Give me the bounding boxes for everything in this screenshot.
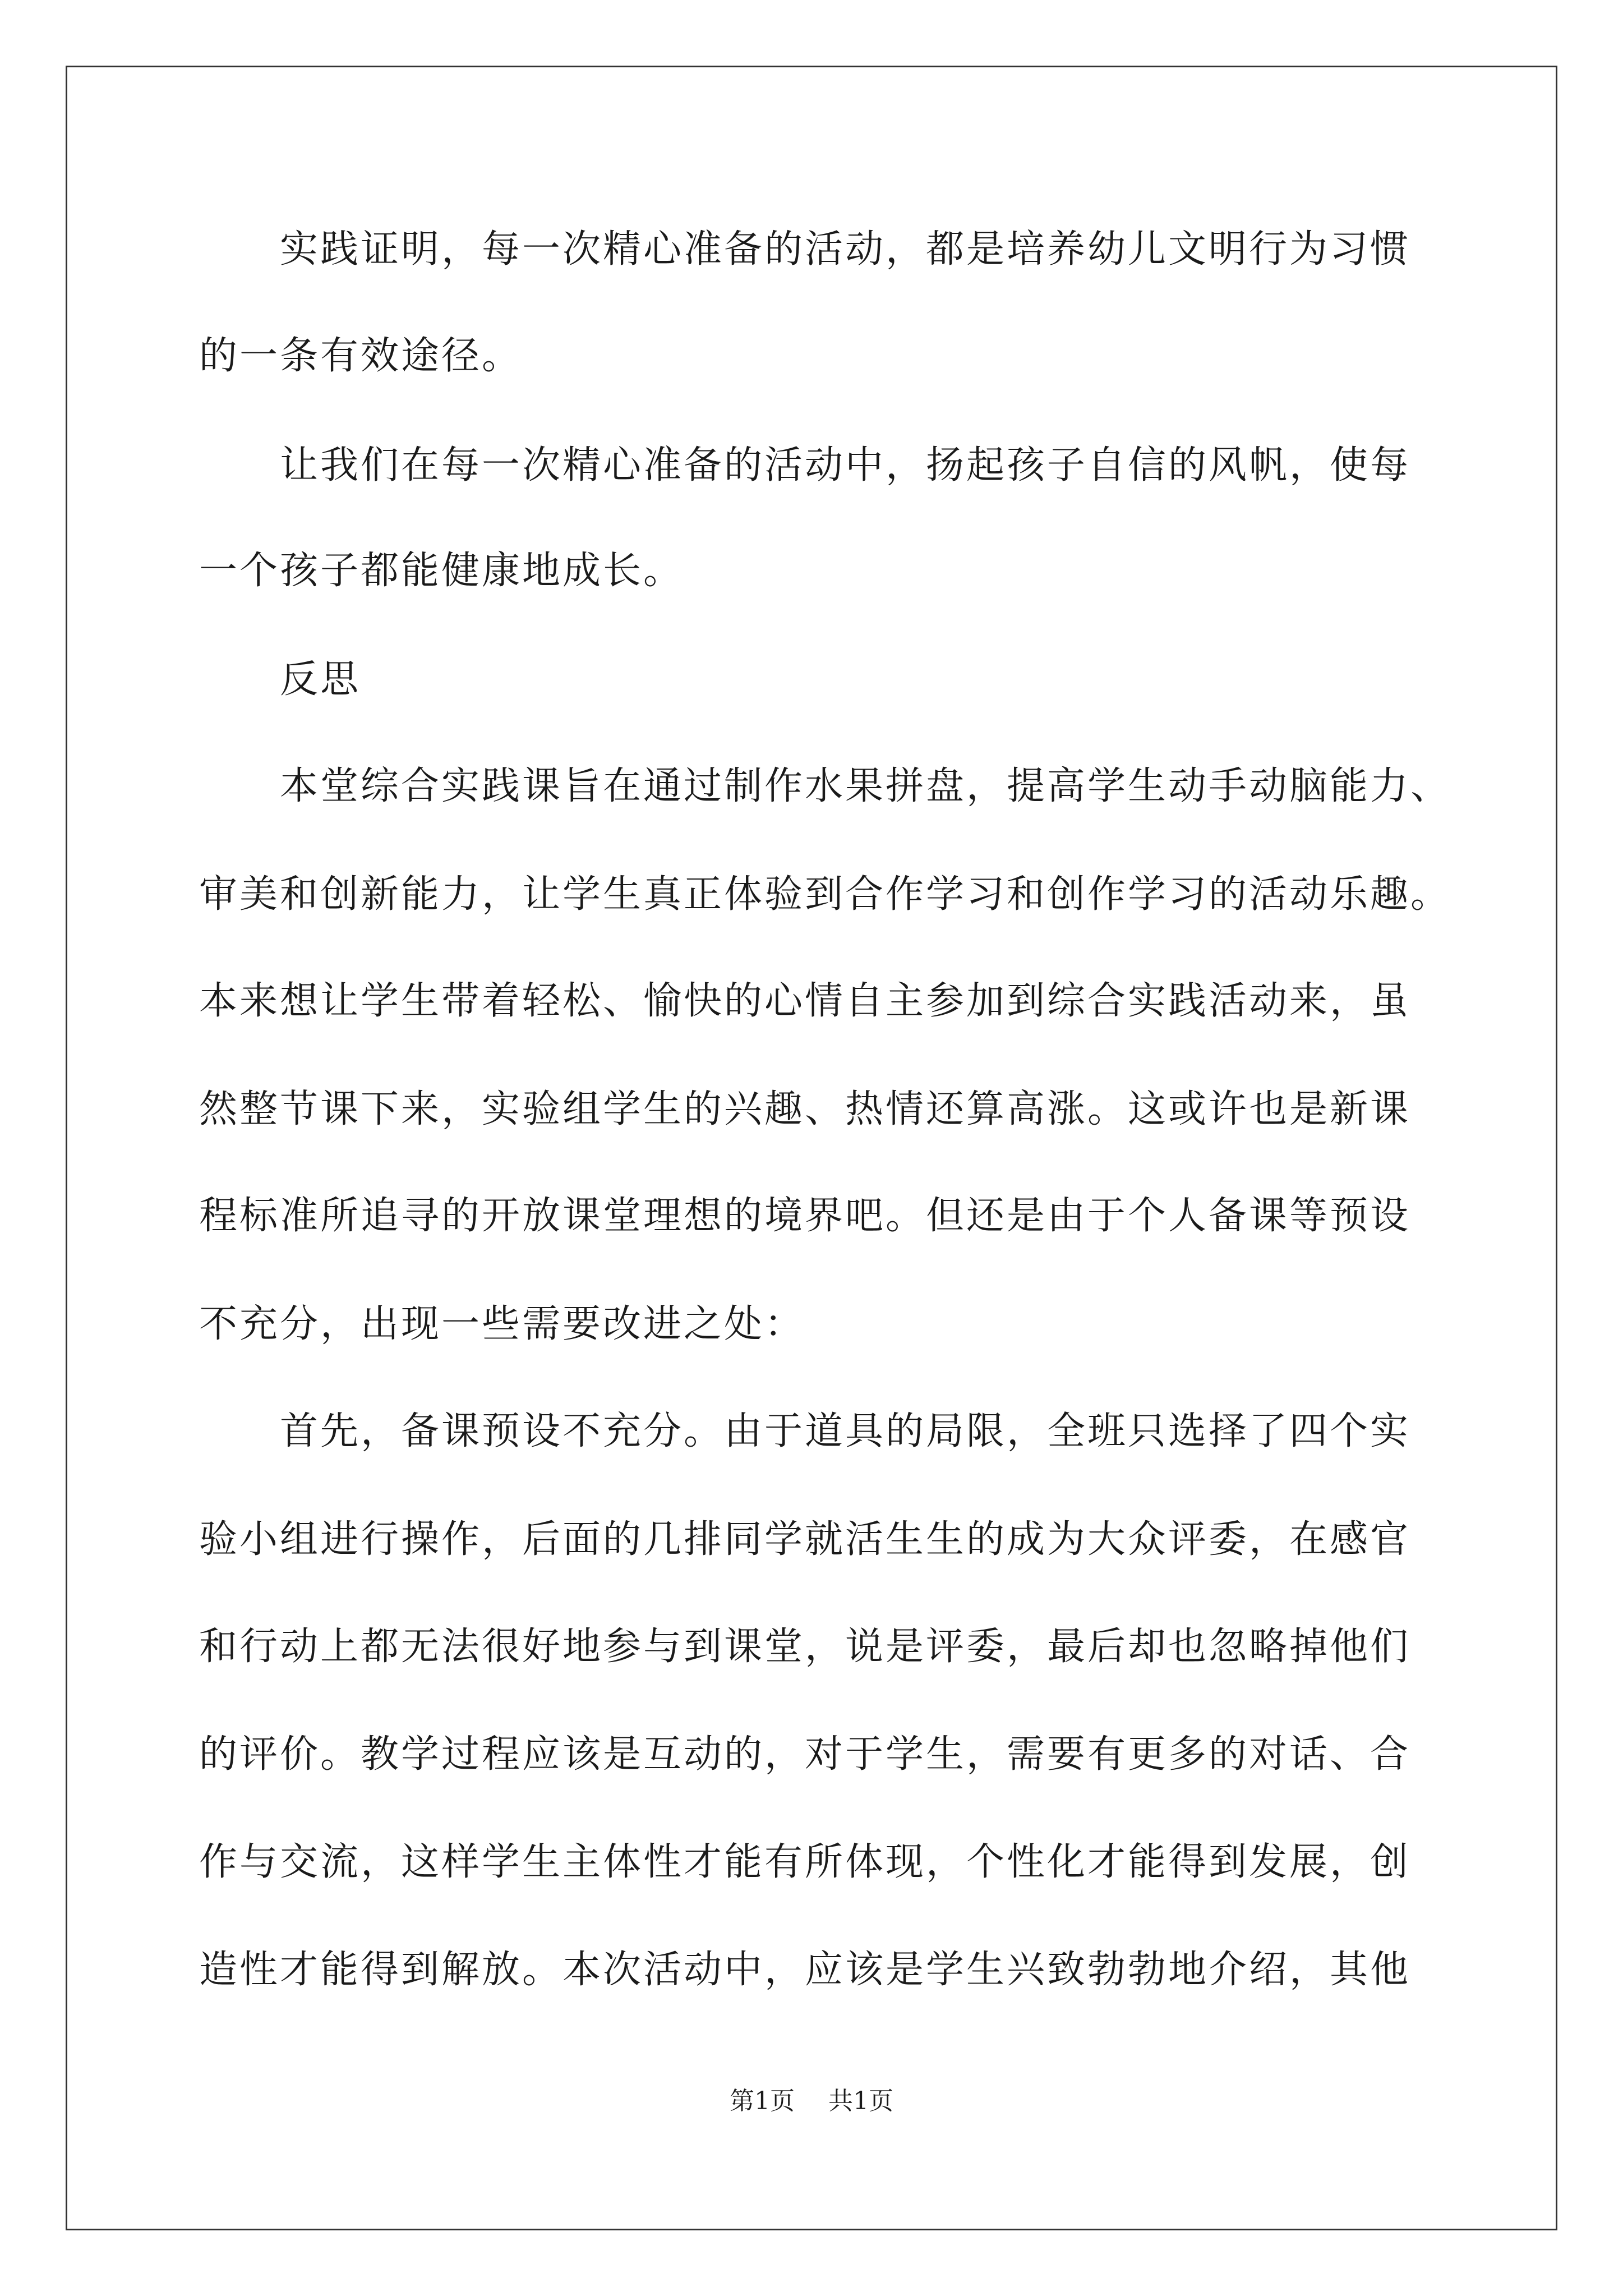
text-line: 不充分，出现一些需要改进之处： (199, 1302, 805, 1346)
page-footer (0, 2086, 1623, 2117)
text-line: 和行动上都无法很好地参与到课堂，说是评委，最后却也忽略掉他们 (199, 1625, 1411, 1669)
text-line: 审美和创新能力，让学生真正体验到合作学习和创作学习的活动乐趣。 (199, 872, 1451, 917)
page-number: 第1页 (730, 2087, 795, 2115)
text-line: 作与交流，这样学生主体性才能有所体现，个性化才能得到发展，创 (199, 1840, 1411, 1884)
text-line: 造性才能得到解放。本次活动中，应该是学生兴致勃勃地介绍，其他 (199, 1948, 1411, 1992)
text-line: 的评价。教学过程应该是互动的，对于学生，需要有更多的对话、合 (199, 1732, 1411, 1777)
text-line: 验小组进行操作，后面的几排同学就活生生的成为大众评委，在感官 (199, 1517, 1411, 1562)
page-total: 共1页 (828, 2087, 893, 2115)
section-heading: 反思 (199, 657, 361, 702)
text-line: 程标准所追寻的开放课堂理想的境界吧。但还是由于个人备课等预设 (199, 1194, 1411, 1238)
text-line: 首先，备课预设不充分。由于道具的局限，全班只选择了四个实 (199, 1409, 1411, 1453)
text-line: 本来想让学生带着轻松、愉快的心情自主参加到综合实践活动来，虽 (199, 979, 1411, 1023)
text-line: 的一条有效途径。 (199, 334, 523, 378)
text-line: 让我们在每一次精心准备的活动中，扬起孩子自信的风帆，使每 (199, 443, 1411, 487)
text-line: 一个孩子都能健康地成长。 (199, 549, 684, 593)
text-line: 本堂综合实践课旨在通过制作水果拼盘，提高学生动手动脑能力、 (199, 764, 1451, 808)
page-border (66, 66, 1557, 2230)
text-line: 然整节课下来，实验组学生的兴趣、热情还算高涨。这或许也是新课 (199, 1087, 1411, 1131)
text-line: 实践证明，每一次精心准备的活动，都是培养幼儿文明行为习惯 (199, 227, 1411, 272)
